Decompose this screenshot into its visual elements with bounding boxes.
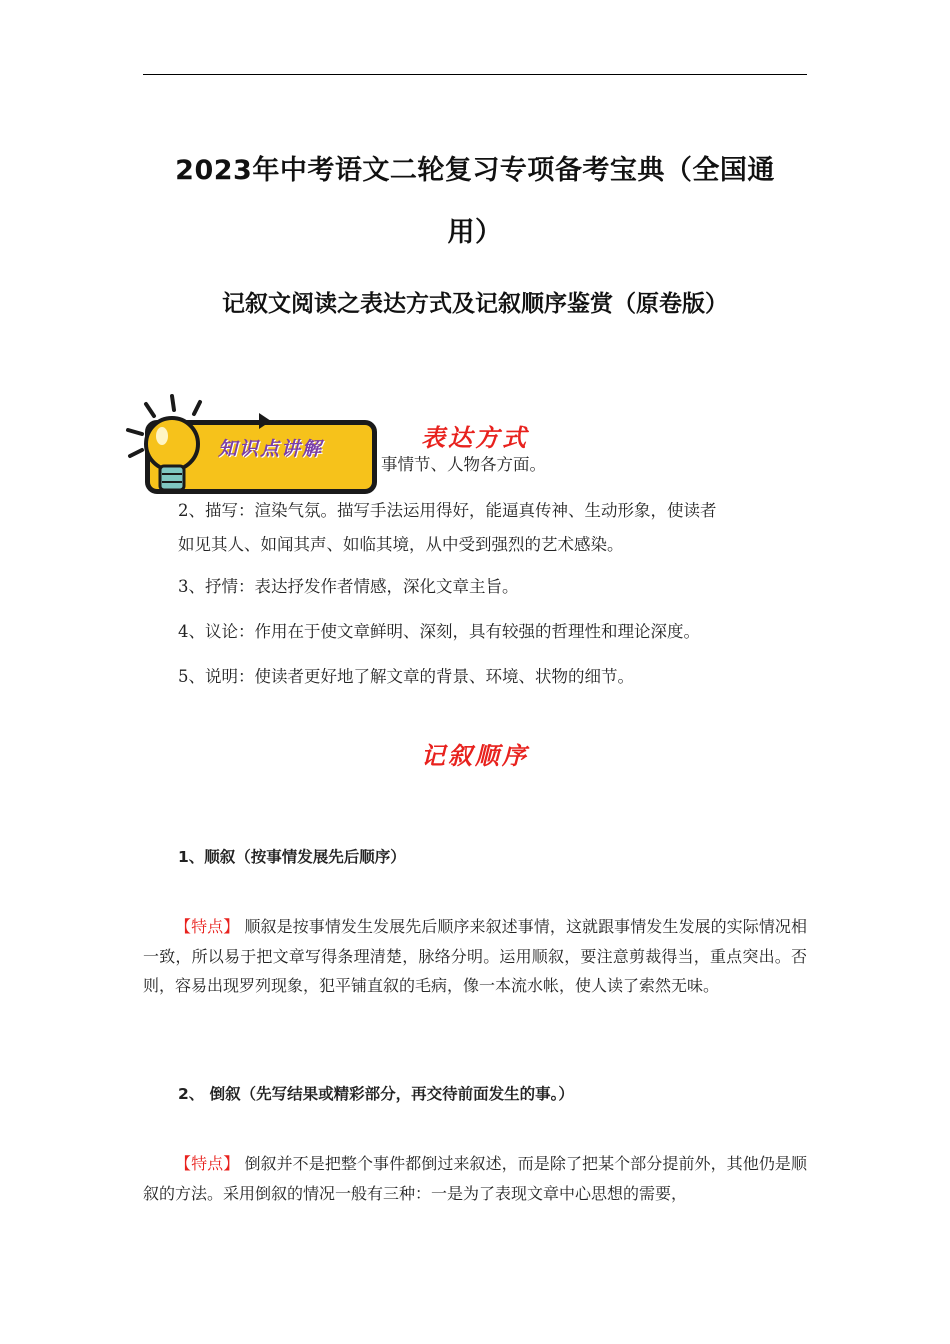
section-heading-order: 记叙顺序 [421, 741, 529, 770]
mode-item-2 [178, 494, 808, 562]
mode-item-2-line-1: 2、描写：渲染气氛。描写手法运用得好，能逼真传神、生动形象，使读者 [178, 501, 717, 520]
order-subheading-1: 1、顺叙（按事情发展先后顺序） [178, 848, 406, 866]
title-line-2: 用） [447, 217, 503, 248]
knowledge-badge-label: 知识点讲解 [218, 438, 324, 460]
feature-tag: 【特点】 [175, 1154, 240, 1173]
mode-item-4: 4、议论：作用在于使文章鲜明、深刻，具有较强的哲理性和理论深度。 [178, 622, 700, 641]
document-title [143, 140, 807, 264]
order-paragraph-2 [143, 1149, 807, 1208]
section-heading-expression: 表达方式 [421, 423, 529, 452]
order-subheading-2: 2、 倒叙（先写结果或精彩部分，再交待前面发生的事。） [178, 1085, 574, 1103]
document-subtitle: 记叙文阅读之表达方式及记叙顺序鉴赏（原卷版） [222, 291, 728, 317]
mode-item-5: 5、说明：使读者更好地了解文章的背景、环境、状物的细节。 [178, 667, 634, 686]
mode-item-3: 3、抒情：表达抒发作者情感，深化文章主旨。 [178, 577, 519, 596]
order-paragraph-1 [143, 912, 807, 1001]
order-paragraph-1-text: 顺叙是按事情发生发展先后顺序来叙述事情，这就跟事情发生发展的实际情况相一致，所以易于把文章写得条理清楚，脉络分明。运用顺叙，要注意剪裁得当，重点突出。否则，容易出现罗列现象，犯平铺直叙的毛病，像一本流水帐，使人读了索然无味。 [143, 917, 807, 995]
order-paragraph-2-text: 倒叙并不是把整个事件都倒过来叙述，而是除了把某个部分提前外，其他仍是顺叙的方法。采用倒叙的情况一般有三种：一是为了表现文章中心思想的需要， [143, 1154, 807, 1203]
mode-item-1-tail: 事情节、人物各方面。 [381, 455, 546, 474]
title-line-1: 2023年中考语文二轮复习专项备考宝典（全国通 [175, 155, 775, 186]
feature-tag: 【特点】 [175, 917, 240, 936]
mode-item-2-line-2: 如见其人、如闻其声、如临其境，从中受到强烈的艺术感染。 [178, 535, 624, 554]
header-rule [143, 74, 807, 75]
